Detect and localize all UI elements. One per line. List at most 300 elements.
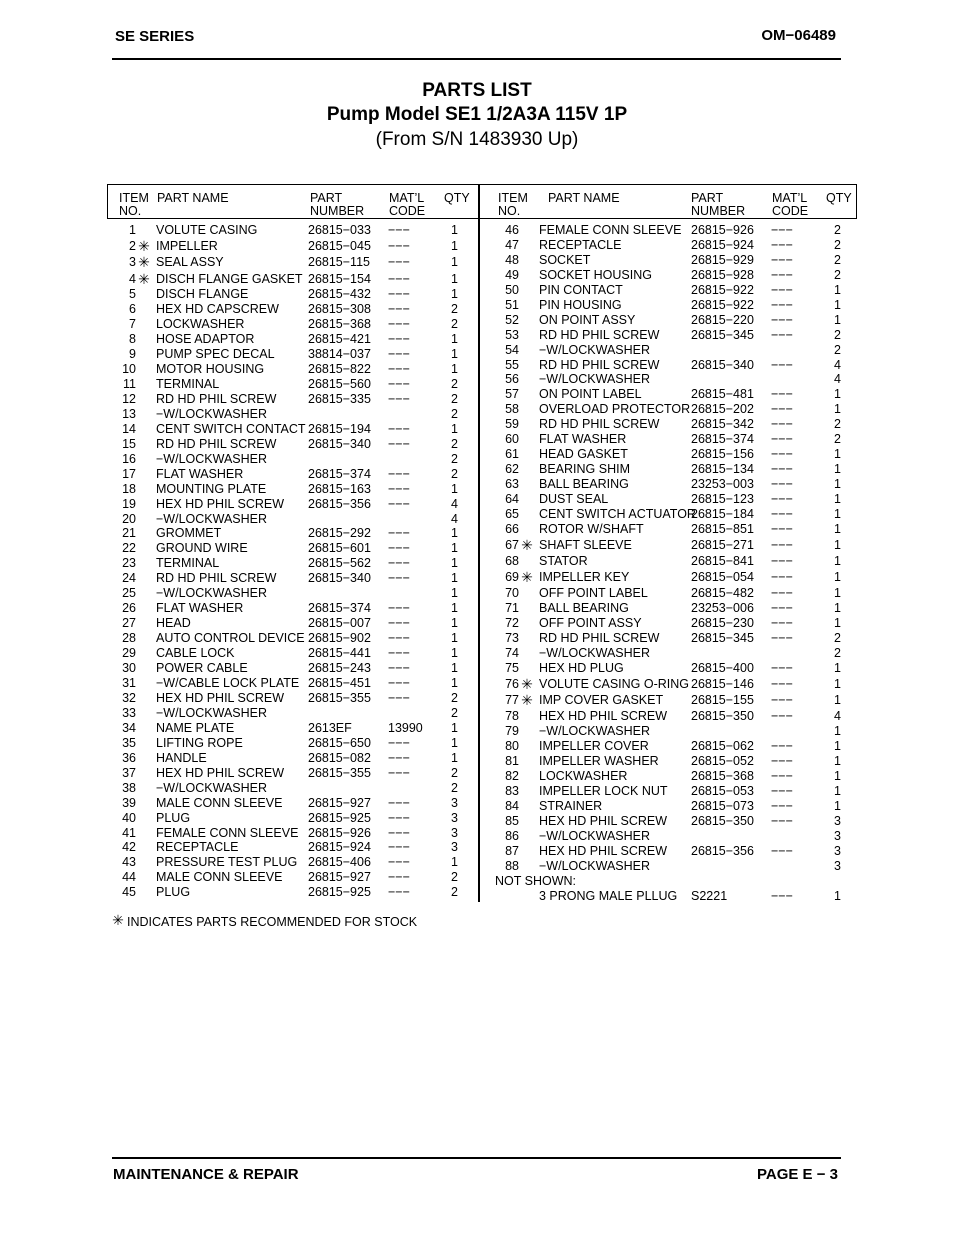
- part-number: 26815−922: [691, 283, 754, 297]
- quantity: 2: [451, 467, 458, 481]
- quantity: 1: [834, 402, 841, 416]
- document-number: OM−06489: [761, 27, 836, 44]
- col-header-item-right-line2: NO.: [498, 204, 521, 218]
- star-icon: ✳: [112, 912, 124, 928]
- item-number: 84: [505, 799, 519, 813]
- table-row: [0, 492, 954, 507]
- mat-code: −−−: [771, 253, 793, 267]
- table-row: [0, 402, 954, 417]
- item-number: 24: [122, 571, 136, 585]
- quantity: 1: [451, 736, 458, 750]
- mat-code: −−−: [388, 302, 410, 316]
- mat-code: −−−: [771, 601, 793, 615]
- quantity: 2: [451, 302, 458, 316]
- part-number: 26815−368: [691, 769, 754, 783]
- item-number: 85: [505, 814, 519, 828]
- quantity: 3: [451, 811, 458, 825]
- item-number: 19: [122, 497, 136, 511]
- item-number: 68: [505, 554, 519, 568]
- item-number: 28: [122, 631, 136, 645]
- col-header-qty-right: QTY: [826, 191, 852, 205]
- quantity: 1: [834, 616, 841, 630]
- item-number: 77: [505, 693, 519, 707]
- quantity: 1: [451, 751, 458, 765]
- part-number: 26815−822: [308, 362, 371, 376]
- quantity: 2: [834, 223, 841, 237]
- mat-code: −−−: [771, 432, 793, 446]
- item-number: 27: [122, 616, 136, 630]
- quantity: 2: [834, 253, 841, 267]
- table-row: [0, 769, 954, 784]
- part-name: OVERLOAD PROTECTOR: [539, 402, 691, 416]
- table-row: [0, 283, 954, 298]
- item-number: 15: [122, 437, 136, 451]
- part-number: 26815−374: [691, 432, 754, 446]
- table-row: [0, 462, 954, 477]
- item-number: 11: [123, 377, 136, 391]
- part-number: 26815−356: [308, 497, 371, 511]
- part-number: 23253−003: [691, 477, 754, 491]
- quantity: 1: [834, 283, 841, 297]
- quantity: 4: [834, 372, 841, 386]
- mat-code: −−−: [388, 826, 410, 840]
- item-number: 75: [505, 661, 519, 675]
- quantity: 1: [451, 239, 458, 253]
- serial-range: (From S/N 1483930 Up): [375, 129, 579, 150]
- star-icon: ✳: [521, 569, 533, 585]
- part-name: −W/CABLE LOCK PLATE: [156, 676, 300, 690]
- mat-code: −−−: [771, 298, 793, 312]
- item-number: 40: [122, 811, 136, 825]
- part-number: 26815−650: [308, 736, 371, 750]
- quantity: 1: [834, 754, 841, 768]
- part-number: 26815−053: [691, 784, 754, 798]
- table-row: [0, 661, 954, 676]
- quantity: 1: [834, 447, 841, 461]
- item-number: 29: [122, 646, 136, 660]
- series-header: SE SERIES: [115, 28, 195, 45]
- mat-code: −−−: [388, 272, 410, 286]
- part-number: 26815−163: [308, 482, 371, 496]
- item-number: 35: [122, 736, 136, 750]
- part-name: PRESSURE TEST PLUG: [156, 855, 298, 869]
- mat-code: −−−: [388, 796, 410, 810]
- item-number: 49: [505, 268, 519, 282]
- item-number: 67: [505, 538, 519, 552]
- quantity: 1: [451, 272, 458, 286]
- table-row: [0, 522, 954, 537]
- table-row: [0, 268, 954, 283]
- table-row: [0, 814, 954, 829]
- mat-code: −−−: [771, 554, 793, 568]
- mat-code: −−−: [771, 693, 793, 707]
- quantity: 2: [451, 407, 458, 421]
- table-row: [0, 677, 954, 692]
- part-number: 26815−562: [308, 556, 371, 570]
- quantity: 2: [451, 437, 458, 451]
- star-icon: ✳: [521, 537, 533, 553]
- item-number: 78: [505, 709, 519, 723]
- quantity: 2: [451, 706, 458, 720]
- part-number: 26815−560: [308, 377, 371, 391]
- table-row: [0, 570, 954, 585]
- mat-code: −−−: [388, 377, 410, 391]
- part-name: −W/LOCKWASHER: [156, 452, 268, 466]
- part-name: POWER CABLE: [156, 661, 248, 675]
- part-name: HEX HD PHIL SCREW: [539, 709, 668, 723]
- part-name: HOSE ADAPTOR: [156, 332, 255, 346]
- table-row: [0, 372, 954, 387]
- table-row: [0, 358, 954, 373]
- part-number: 23253−006: [691, 601, 754, 615]
- mat-code: −−−: [388, 332, 410, 346]
- part-name: DUST SEAL: [539, 492, 609, 506]
- item-number: 52: [505, 313, 519, 327]
- table-row: [0, 616, 954, 631]
- part-name: RD HD PHIL SCREW: [539, 328, 660, 342]
- item-number: 25: [122, 586, 136, 600]
- part-number: 26815−033: [308, 223, 371, 237]
- item-number: 50: [505, 283, 519, 297]
- quantity: 4: [451, 497, 458, 511]
- item-number: 16: [122, 452, 136, 466]
- part-name: OFF POINT LABEL: [539, 586, 648, 600]
- item-number: 32: [122, 691, 136, 705]
- mat-code: −−−: [771, 677, 793, 691]
- part-number: S2221: [691, 889, 728, 903]
- quantity: 2: [834, 238, 841, 252]
- item-number: 20: [122, 512, 136, 526]
- quantity: 1: [834, 522, 841, 536]
- table-right-rule: [856, 184, 857, 219]
- star-icon: ✳: [138, 271, 150, 287]
- part-number: 26815−902: [308, 631, 371, 645]
- star-icon: ✳: [521, 692, 533, 708]
- quantity: 1: [451, 482, 458, 496]
- quantity: 2: [451, 392, 458, 406]
- part-number: 26815−451: [308, 676, 371, 690]
- part-name: OFF POINT ASSY: [539, 616, 642, 630]
- item-number: 72: [505, 616, 519, 630]
- item-number: 76: [505, 677, 519, 691]
- part-number: 26815−292: [308, 526, 371, 540]
- part-number: 26815−925: [308, 885, 371, 899]
- part-name: DISCH FLANGE: [156, 287, 249, 301]
- item-number: 22: [122, 541, 136, 555]
- part-number: 26815−271: [691, 538, 754, 552]
- item-number: 37: [122, 766, 136, 780]
- quantity: 1: [834, 554, 841, 568]
- quantity: 1: [834, 799, 841, 813]
- part-number: 26815−134: [691, 462, 754, 476]
- part-name: HEX HD PHIL SCREW: [156, 497, 285, 511]
- part-name: HEX HD PHIL SCREW: [156, 691, 285, 705]
- table-row: [0, 646, 954, 661]
- part-number: 26815−368: [308, 317, 371, 331]
- item-number: 54: [505, 343, 519, 357]
- page-title: PARTS LIST: [422, 80, 532, 101]
- quantity: 3: [834, 814, 841, 828]
- table-row: [0, 739, 954, 754]
- part-name: SHAFT SLEEVE: [539, 538, 632, 552]
- part-number: 26815−340: [308, 571, 371, 585]
- table-top-rule: [107, 184, 857, 185]
- mat-code: −−−: [388, 616, 410, 630]
- quantity: 1: [834, 784, 841, 798]
- item-number: 88: [505, 859, 519, 873]
- part-name: AUTO CONTROL DEVICE: [156, 631, 305, 645]
- col-header-part-right-line1: PART: [691, 191, 724, 205]
- quantity: 1: [834, 693, 841, 707]
- quantity: 1: [451, 347, 458, 361]
- part-name: ROTOR W/SHAFT: [539, 522, 644, 536]
- part-name: ON POINT LABEL: [539, 387, 642, 401]
- part-number: 26815−374: [308, 467, 371, 481]
- item-number: 41: [122, 826, 136, 840]
- item-number: 30: [122, 661, 136, 675]
- part-number: 26815−115: [308, 255, 370, 269]
- item-number: 69: [505, 570, 519, 584]
- mat-code: −−−: [771, 799, 793, 813]
- mat-code: −−−: [771, 538, 793, 552]
- part-number: 26815−356: [691, 844, 754, 858]
- star-icon: ✳: [521, 676, 533, 692]
- mat-code: −−−: [388, 571, 410, 585]
- part-name: VOLUTE CASING O-RING: [539, 677, 690, 691]
- part-name: −W/LOCKWASHER: [156, 781, 268, 795]
- item-number: 5: [129, 287, 136, 301]
- col-header-item-line1: ITEM: [119, 191, 149, 205]
- item-number: 34: [122, 721, 136, 735]
- item-number: 56: [505, 372, 519, 386]
- part-number: 26815−926: [691, 223, 754, 237]
- part-name: TERMINAL: [156, 556, 220, 570]
- part-number: 26815−045: [308, 239, 371, 253]
- part-name: −W/LOCKWASHER: [539, 724, 651, 738]
- part-name: STRAINER: [539, 799, 603, 813]
- star-icon: ✳: [138, 238, 150, 254]
- table-row: [0, 343, 954, 358]
- mat-code: −−−: [388, 541, 410, 555]
- item-number: 7: [129, 317, 136, 331]
- part-name: HEX HD PHIL SCREW: [539, 814, 668, 828]
- mat-code: −−−: [388, 840, 410, 854]
- part-name: IMPELLER LOCK NUT: [539, 784, 668, 798]
- part-number: 26815−350: [691, 709, 754, 723]
- item-number: 64: [505, 492, 519, 506]
- mat-code: −−−: [388, 691, 410, 705]
- part-name: 3 PRONG MALE PLLUG: [539, 889, 678, 903]
- item-number: 44: [122, 870, 136, 884]
- part-name: HEX HD PHIL SCREW: [539, 844, 668, 858]
- quantity: 3: [451, 796, 458, 810]
- part-name: MALE CONN SLEEVE: [156, 870, 283, 884]
- mat-code: −−−: [388, 392, 410, 406]
- quantity: 1: [834, 601, 841, 615]
- part-number: 26815−441: [308, 646, 371, 660]
- item-number: 26: [122, 601, 136, 615]
- item-number: 3: [129, 255, 136, 269]
- part-name: RD HD PHIL SCREW: [156, 437, 277, 451]
- table-row: [0, 601, 954, 616]
- part-name: HANDLE: [156, 751, 207, 765]
- table-row: [0, 387, 954, 402]
- mat-code: −−−: [388, 223, 410, 237]
- part-name: −W/LOCKWASHER: [539, 859, 651, 873]
- part-number: 26815−924: [308, 840, 371, 854]
- item-number: 13: [122, 407, 136, 421]
- part-name: LIFTING ROPE: [156, 736, 243, 750]
- table-row: [0, 417, 954, 432]
- mat-code: −−−: [388, 870, 410, 884]
- part-number: 26815−481: [691, 387, 754, 401]
- quantity: 2: [834, 268, 841, 282]
- mat-code: −−−: [388, 497, 410, 511]
- part-number: 26815−400: [691, 661, 754, 675]
- quantity: 2: [834, 646, 841, 660]
- quantity: 2: [451, 766, 458, 780]
- col-header-item-right-line1: ITEM: [498, 191, 528, 205]
- item-number: 61: [505, 447, 519, 461]
- item-number: 39: [122, 796, 136, 810]
- quantity: 1: [834, 538, 841, 552]
- part-number: 26815−355: [308, 766, 371, 780]
- footer-page-number: PAGE E − 3: [756, 1166, 838, 1183]
- quantity: 2: [834, 432, 841, 446]
- part-name: −W/LOCKWASHER: [539, 343, 651, 357]
- item-number: 74: [505, 646, 519, 660]
- mat-code: −−−: [771, 492, 793, 506]
- item-number: 8: [129, 332, 136, 346]
- item-number: 63: [505, 477, 519, 491]
- item-number: 87: [505, 844, 519, 858]
- mat-code: −−−: [388, 347, 410, 361]
- table-row: [0, 328, 954, 343]
- part-name: PIN CONTACT: [539, 283, 623, 297]
- quantity: 1: [451, 541, 458, 555]
- mat-code: −−−: [771, 268, 793, 282]
- part-name: LOCKWASHER: [156, 317, 245, 331]
- quantity: 1: [451, 223, 458, 237]
- part-number: 26815−308: [308, 302, 371, 316]
- item-number: 9: [129, 347, 136, 361]
- table-row: [0, 507, 954, 522]
- part-number: 26815−406: [308, 855, 371, 869]
- mat-code: −−−: [388, 239, 410, 253]
- quantity: 2: [451, 870, 458, 884]
- col-header-part-number: [310, 192, 364, 218]
- mat-code: −−−: [388, 885, 410, 899]
- part-name: CABLE LOCK: [156, 646, 235, 660]
- item-number: 43: [122, 855, 136, 869]
- part-number: 26815−432: [308, 287, 371, 301]
- part-number: 26815−340: [308, 437, 371, 451]
- mat-code: −−−: [388, 437, 410, 451]
- part-number: 26815−851: [691, 522, 754, 536]
- quantity: 1: [451, 287, 458, 301]
- item-number: 12: [122, 392, 136, 406]
- quantity: 1: [834, 492, 841, 506]
- quantity: 1: [834, 507, 841, 521]
- part-number: 26815−230: [691, 616, 754, 630]
- footer-section: MAINTENANCE & REPAIR: [113, 1166, 299, 1183]
- part-name: IMPELLER COVER: [539, 739, 649, 753]
- table-left-rule: [107, 184, 108, 219]
- mat-code: −−−: [388, 482, 410, 496]
- quantity: 1: [834, 570, 841, 584]
- mat-code: −−−: [771, 739, 793, 753]
- part-name: −W/LOCKWASHER: [156, 586, 268, 600]
- item-number: 2: [129, 239, 136, 253]
- table-row: [0, 799, 954, 814]
- mat-code: −−−: [771, 784, 793, 798]
- quantity: 3: [834, 829, 841, 843]
- mat-code: −−−: [771, 889, 793, 903]
- mat-code: −−−: [771, 462, 793, 476]
- item-number: 31: [122, 676, 136, 690]
- mat-code: −−−: [771, 417, 793, 431]
- table-row: [0, 298, 954, 313]
- part-number: 26815−421: [308, 332, 371, 346]
- mat-code: −−−: [388, 362, 410, 376]
- mat-code: −−−: [388, 601, 410, 615]
- part-number: 26815−154: [308, 272, 371, 286]
- mat-code: −−−: [771, 238, 793, 252]
- part-name: ON POINT ASSY: [539, 313, 636, 327]
- quantity: 4: [834, 709, 841, 723]
- col-header-mat-line2: CODE: [389, 204, 426, 218]
- mat-code: −−−: [388, 661, 410, 675]
- part-number: 26815−928: [691, 268, 754, 282]
- part-name: MOTOR HOUSING: [156, 362, 265, 376]
- part-number: 26815−841: [691, 554, 754, 568]
- mat-code: −−−: [388, 676, 410, 690]
- mat-code: −−−: [771, 328, 793, 342]
- mat-code: −−−: [771, 616, 793, 630]
- mat-code: −−−: [771, 661, 793, 675]
- mat-code: −−−: [388, 317, 410, 331]
- part-number: 26815−082: [308, 751, 371, 765]
- part-number: 26815−146: [691, 677, 754, 691]
- footnote-text: INDICATES PARTS RECOMMENDED FOR STOCK: [127, 915, 418, 929]
- part-number: 26815−062: [691, 739, 754, 753]
- part-name: −W/LOCKWASHER: [156, 407, 268, 421]
- quantity: 1: [451, 332, 458, 346]
- part-name: PUMP SPEC DECAL: [156, 347, 275, 361]
- mat-code: −−−: [388, 526, 410, 540]
- part-name: PLUG: [156, 885, 191, 899]
- table-row: [0, 724, 954, 739]
- mat-code: −−−: [388, 751, 410, 765]
- col-header-item-line2: NO.: [119, 204, 142, 218]
- table-row: [0, 844, 954, 859]
- quantity: 2: [451, 781, 458, 795]
- item-number: 38: [122, 781, 136, 795]
- part-name: RD HD PHIL SCREW: [156, 392, 277, 406]
- part-number: 26815−184: [691, 507, 754, 521]
- item-number: 36: [122, 751, 136, 765]
- mat-code: −−−: [771, 709, 793, 723]
- part-name: MALE CONN SLEEVE: [156, 796, 283, 810]
- item-number: 53: [505, 328, 519, 342]
- col-header-qty: QTY: [444, 191, 470, 205]
- table-row: [0, 586, 954, 601]
- part-name: −W/LOCKWASHER: [156, 512, 268, 526]
- part-number: 26815−052: [691, 754, 754, 768]
- mat-code: −−−: [771, 402, 793, 416]
- stock-footnote: [112, 913, 417, 930]
- part-name: BEARING SHIM: [539, 462, 630, 476]
